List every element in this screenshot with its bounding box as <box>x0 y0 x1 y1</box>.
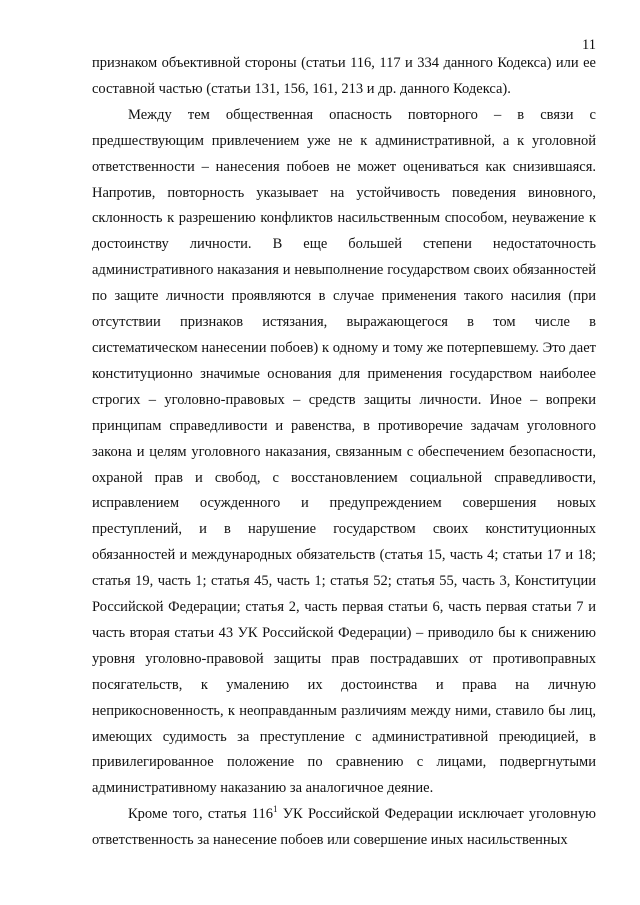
paragraph-public-danger: Между тем общественная опасность повторного – в связи с предшествующим привлечением уже не к административной, а к уголовной ответственности – нанесения побоев не может оцениваться как снизившаяся. Напротив, повторность указывает на устойчивость поведения виновного, склонность к разрешению конфликтов насильственным способом, неуважение к достоинству личности. В еще большей степени недостаточность административного наказания и невыполнение государством своих обязанностей по защите личности проявляются в случае применения такого насилия (при отсутствии признаков истязания, выражающегося в том числе в систематическом нанесении побоев) к одному и тому же потерпевшему. Это дает конституционно значимые основания для применения государством наиболее строгих – уголовно-правовых – средств защиты личности. Иное – вопреки принципам справедливости и равенства, в противоречие задачам уголовного закона и целям уголовного наказания, связанным с обеспечением безопасности, охраной прав и свобод, с восстановлением социальной справедливости, исправлением осужденного и предупреждением совершения новых преступлений, и в нарушение государством своих конституционных обязанностей и международных обязательств (статья 15, часть 4; статьи 17 и 18; статья 19, часть 1; статья 45, часть 1; статья 52; статья 55, часть 3, Конституции Российской Федерации; статья 2, часть первая статьи 6, часть первая статьи 7 и часть вторая статьи 43 УК Российской Федерации) – приводило бы к снижению уровня уголовно-правовой защиты прав пострадавших от противоправных посягательств, к умалению их достоинства и права на личную неприкосновенность, к неоправданным различиям между ними, ставило бы лиц, имеющих судимость за преступление с административной преюдицией, в привилегированное положение по сравнению с лицами, подвергнутыми административному наказанию за аналогичное деяние. <box>92 106 596 797</box>
paragraph-text-after: УК Российской Федерации исключает уголовную ответственность за нанесение побоев или совершение иных насильственных <box>92 806 596 849</box>
page-number: 11 <box>582 37 596 53</box>
article-superscript: 1 <box>272 804 278 815</box>
paragraph-text-before: Кроме того, статья 116 <box>128 806 273 823</box>
body-text <box>92 51 596 854</box>
paragraph-continuation: признаком объективной стороны (статьи 116, 117 и 334 данного Кодекса) или ее составной частью (статьи 131, 156, 161, 213 и др. данного Кодекса). <box>92 55 596 97</box>
paragraph-article-116-1 <box>92 802 596 854</box>
